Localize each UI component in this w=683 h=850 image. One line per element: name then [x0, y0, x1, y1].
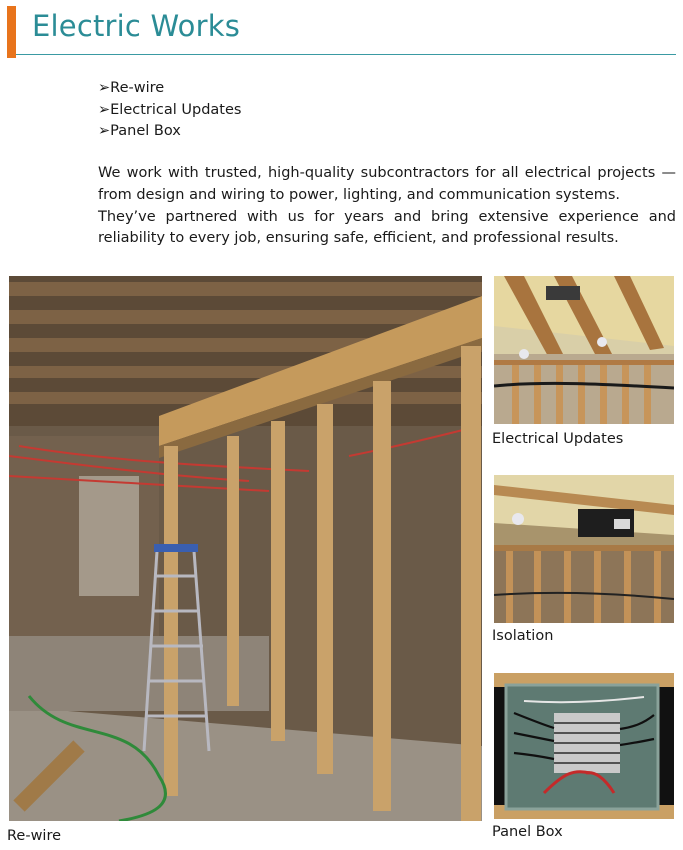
- photo-rewire: [9, 276, 482, 821]
- page-title: Electric Works: [32, 9, 241, 43]
- photo-isolation: [494, 475, 674, 623]
- photo-electrical-updates: [494, 276, 674, 424]
- caption-isolation: Isolation: [492, 628, 554, 644]
- caption-rewire: Re-wire: [7, 828, 62, 844]
- title-accent-bar: [7, 6, 16, 58]
- services-list: [98, 78, 241, 143]
- caption-electrical-updates: Electrical Updates: [492, 431, 624, 447]
- intro-text: [98, 163, 676, 250]
- service-item-panel-box: ➢Panel Box: [98, 123, 181, 140]
- title-divider: [16, 54, 676, 55]
- photo-panel-box: [494, 673, 674, 819]
- caption-panel-box: Panel Box: [492, 824, 563, 840]
- intro-paragraph-2: They’ve partnered with us for years and bring extensive experience and reliability to every job, ensuring safe, efficient, and professional results.: [98, 208, 676, 247]
- service-item-electrical-updates: ➢Electrical Updates: [98, 101, 242, 118]
- service-item-rewire: ➢Re-wire: [98, 80, 165, 96]
- intro-paragraph-1: We work with trusted, high-quality subcontractors for all electrical projects — from design and wiring to power, lighting, and communication systems.: [98, 165, 676, 203]
